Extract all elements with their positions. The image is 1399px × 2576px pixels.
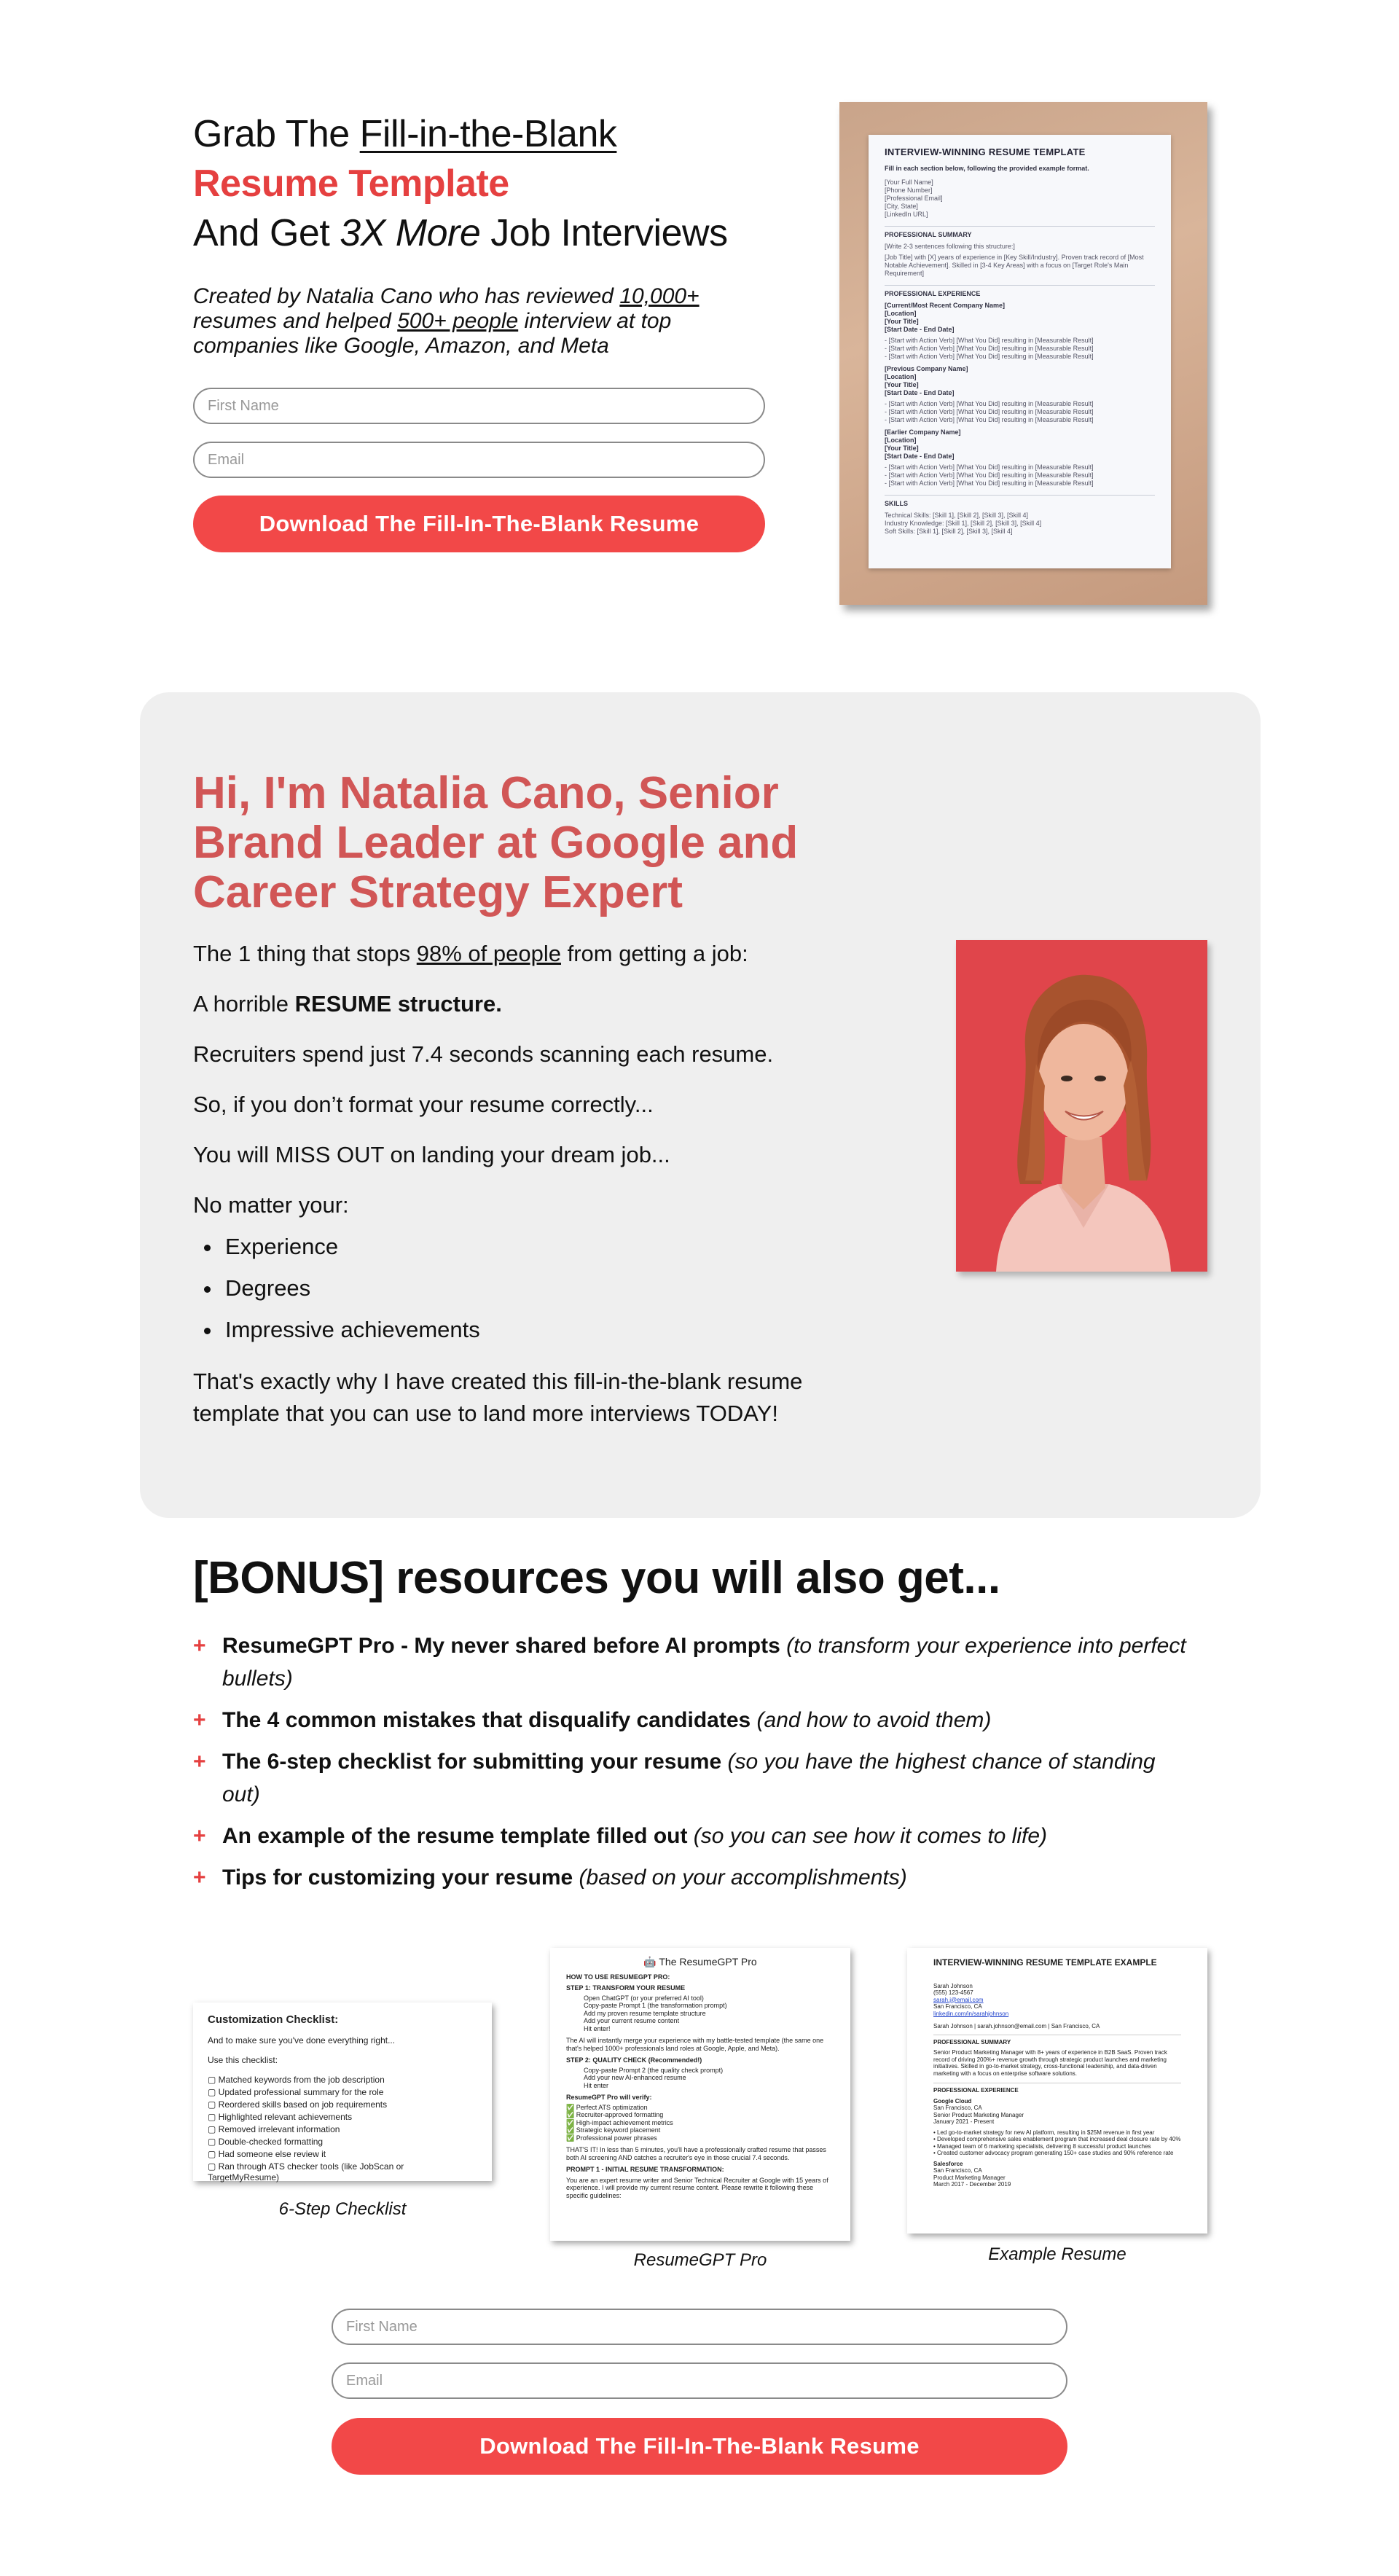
bonus-title: [BONUS] resources you will also get...	[193, 1553, 1000, 1603]
bonus-item-note: (so you can see how it comes to life)	[687, 1824, 1048, 1848]
about-body	[193, 940, 893, 1452]
doc-intro: Fill in each section below, following the provided example format.	[885, 165, 1089, 172]
example-contact-summary: Sarah Johnson | sarah.johnson@email.com | San Francisco, CA	[933, 2023, 1100, 2029]
about-closing-paragraph: That's exactly why I have created this fill-in-the-blank resume template that you can use to land more interviews TODAY!	[193, 1369, 803, 1426]
doc-section-heading: SKILLS	[885, 495, 1155, 508]
hero-title-link: Fill-in-the-Blank	[359, 113, 617, 155]
doc-summary-line: [Write 2-3 sentences following this structure:]	[885, 243, 1015, 250]
hero-subtitle	[193, 284, 769, 359]
checklist-use: Use this checklist:	[208, 2055, 278, 2065]
doc-job-dates: [Start Date - End Date]	[885, 389, 955, 396]
example-job-bullet: • Led go-to-market strategy for new AI platform, resulting in $25M revenue in first year	[933, 2129, 1155, 2136]
about-stat: 98% of people	[416, 941, 561, 966]
resumegpt-step-item: Add your current resume content	[584, 2017, 680, 2024]
doc-contact-line: [Your Full Name]	[885, 179, 933, 186]
checklist-item: ▢ Updated professional summary for the role	[208, 2087, 384, 2097]
bonus-item-title: The 4 common mistakes that disqualify candidates	[222, 1708, 751, 1732]
doc-job-title: [Your Title]	[885, 318, 919, 325]
plus-icon: +	[193, 1750, 206, 1774]
resumegpt-verify-item: ✅ Perfect ATS optimization	[566, 2103, 648, 2111]
resumegpt-body: You are an expert resume writer and Senior Technical Recruiter at Google with 15 years of experience. I will provide my current resume content. Please rewrite it following these specific guidelines:	[566, 2176, 828, 2199]
resumegpt-title: 🤖 The ResumeGPT Pro	[643, 1956, 757, 1968]
resumegpt-step-item: Copy-paste Prompt 2 (the quality check prompt)	[584, 2066, 724, 2074]
hero-sub-text: resumes and helped	[193, 309, 398, 333]
resumegpt-step-list	[566, 2067, 834, 2090]
resumegpt-step-list	[566, 1994, 834, 2033]
hero-title-pre: Grab The	[193, 113, 360, 155]
plus-icon: +	[193, 1824, 206, 1848]
resumegpt-step-item: Add your new AI-enhanced resume	[584, 2074, 686, 2081]
resume-template-paper	[869, 135, 1171, 568]
hero-title-red: Resume Template	[193, 163, 509, 205]
doc-job-location: [Location]	[885, 310, 917, 317]
resumegpt-step-item: Hit enter!	[584, 2024, 611, 2032]
about-title: Hi, I'm Natalia Cano, Senior Brand Leader at Google and Career Strategy Expert	[193, 768, 799, 917]
hero-title-and-get: And Get	[193, 212, 340, 254]
resumegpt-verify-item: ✅ Recruiter-approved formatting	[566, 2111, 664, 2118]
doc-contact-line: [Phone Number]	[885, 187, 933, 194]
bonus-item	[193, 1629, 1199, 1695]
about-text: from getting a job:	[560, 941, 748, 966]
example-contact-line: San Francisco, CA	[933, 2003, 982, 2010]
example-job-bullet: • Managed team of 6 marketing specialists, delivering 8 successful product launches	[933, 2142, 1151, 2150]
doc-bullet: - [Start with Action Verb] [What You Did] resulting in [Measurable Result]	[885, 479, 1094, 487]
example-job-location: San Francisco, CA	[933, 2105, 982, 2111]
doc-job-location: [Location]	[885, 373, 917, 380]
resumegpt-step-item: Hit enter	[584, 2081, 609, 2089]
hero-title-italic: 3X More	[340, 212, 481, 254]
example-job-company: Google Cloud	[933, 2097, 972, 2105]
doc-section-heading: PROFESSIONAL SUMMARY	[885, 226, 1155, 239]
doc-job-company: [Earlier Company Name]	[885, 428, 961, 436]
checklist-item: ▢ Ran through ATS checker tools (like JobScan or TargetMyResume)	[208, 2161, 404, 2182]
bonus-item-note: (so you have the highest chance of standing out)	[222, 1750, 1156, 1806]
resumegpt-caption: ResumeGPT Pro	[633, 2250, 767, 2270]
email-input[interactable]: Email	[193, 442, 765, 478]
doc-bullet: - [Start with Action Verb] [What You Did] resulting in [Measurable Result]	[885, 353, 1094, 360]
resumegpt-step-item: Add my proven resume template structure	[584, 2009, 706, 2017]
doc-contact-line: [City, State]	[885, 203, 918, 210]
about-emphasis: RESUME structure.	[294, 991, 502, 1017]
about-paragraph: No matter your:	[193, 1192, 349, 1218]
doc-job-company: [Current/Most Recent Company Name]	[885, 302, 1006, 309]
hero-signup-form	[193, 388, 769, 552]
doc-job-location: [Location]	[885, 436, 917, 444]
about-list-item: • Impressive achievements	[222, 1316, 893, 1344]
resumegpt-body: THAT'S IT! In less than 5 minutes, you'll have a professionally crafted resume that passes both AI screening AND catches a recruiter's eye in those crucial 7.4 seconds.	[566, 2146, 826, 2161]
bonus-item-title: Tips for customizing your resume	[222, 1866, 573, 1890]
hero-sub-text: Created by Natalia Cano who has reviewed	[193, 284, 620, 308]
about-paragraph: Recruiters spend just 7.4 seconds scanning each resume.	[193, 1041, 774, 1067]
example-job-bullet: • Created customer advocacy program generating 150+ case studies and 90% reference rate	[933, 2150, 1174, 2156]
doc-job-title: [Your Title]	[885, 445, 919, 452]
doc-bullet: - [Start with Action Verb] [What You Did] resulting in [Measurable Result]	[885, 463, 1094, 471]
resumegpt-verify-item: ✅ Strategic keyword placement	[566, 2126, 661, 2134]
first-name-input[interactable]: First Name	[193, 388, 765, 424]
doc-heading: INTERVIEW-WINNING RESUME TEMPLATE	[885, 146, 1086, 157]
about-text: A horrible	[193, 991, 295, 1017]
resumegpt-how: HOW TO USE RESUMEGPT PRO:	[566, 1973, 670, 1981]
checklist-caption: 6-Step Checklist	[278, 2199, 407, 2219]
checklist-item: ▢ Matched keywords from the job description	[208, 2075, 385, 2085]
doc-job-dates: [Start Date - End Date]	[885, 326, 955, 333]
doc-summary-line: [Job Title] with [X] years of experience in [Key Skill/Industry]. Proven track record of [Most Notable Achievement]. Skilled in [3-4 Key Areas] with a focus on [Target Role's Main Requirement]	[885, 254, 1144, 277]
plus-icon: +	[193, 1634, 206, 1658]
doc-job-company: [Previous Company Name]	[885, 365, 968, 372]
resumegpt-step: STEP 1: TRANSFORM YOUR RESUME	[566, 1984, 686, 1992]
bonus-item	[193, 1861, 1199, 1894]
doc-bullet: - [Start with Action Verb] [What You Did] resulting in [Measurable Result]	[885, 471, 1094, 479]
doc-skills-line: Industry Knowledge: [Skill 1], [Skill 2], [Skill 3], [Skill 4]	[885, 520, 1042, 527]
resumegpt-verify-item: ✅ Professional power phrases	[566, 2134, 657, 2142]
about-paragraph	[193, 990, 893, 1018]
email-input-bottom[interactable]: Email	[332, 2362, 1067, 2399]
doc-bullet: - [Start with Action Verb] [What You Did] resulting in [Measurable Result]	[885, 416, 1094, 423]
example-summary: Senior Product Marketing Manager with 8+ years of experience in B2B SaaS. Proven track record of driving 200%+ revenue growth through strategic product launches and marketing initiatives. Skilled in go-to-market strategy, cross-functional leadership, and data-driven marketing with a focus on enterprise software solutions.	[933, 2049, 1167, 2077]
example-contact-line: (555) 123-4567	[933, 1989, 973, 1996]
example-title: INTERVIEW-WINNING RESUME TEMPLATE EXAMPLE	[933, 1957, 1157, 1968]
bonus-item-note: (based on your accomplishments)	[573, 1866, 907, 1890]
bonus-item	[193, 1745, 1199, 1811]
example-job-company: Salesforce	[933, 2160, 963, 2167]
bottom-signup-form	[332, 2309, 1067, 2475]
checklist-item: ▢ Double-checked formatting	[208, 2137, 324, 2147]
doc-bullet: - [Start with Action Verb] [What You Did] resulting in [Measurable Result]	[885, 400, 1094, 407]
example-job-bullet: • Developed comprehensive sales enablement program that increased deal closure rate by 40%	[933, 2136, 1181, 2142]
example-contact-email: sarah.j@email.com	[933, 1996, 984, 2003]
doc-skills-line: Soft Skills: [Skill 1], [Skill 2], [Skill 3], [Skill 4]	[885, 528, 1013, 535]
hero-title	[193, 109, 769, 258]
example-contact-link: linkedin.com/in/sarahjohnson	[933, 2010, 1009, 2017]
hero-section	[193, 109, 769, 552]
checklist-item: ▢ Removed irrelevant information	[208, 2124, 340, 2134]
bonus-item	[193, 1820, 1199, 1852]
checklist-title: Customization Checklist:	[208, 2013, 339, 2026]
resumegpt-verify: ResumeGPT Pro will verify:	[566, 2094, 652, 2101]
doc-section-heading: PROFESSIONAL EXPERIENCE	[885, 285, 1155, 298]
about-text: The 1 thing that stops	[193, 941, 417, 966]
example-job-dates: January 2021 - Present	[933, 2118, 995, 2125]
resumegpt-prompt-heading: PROMPT 1 - INITIAL RESUME TRANSFORMATION:	[566, 2166, 724, 2173]
checklist-item: ▢ Had someone else review it	[208, 2149, 326, 2159]
bonus-item-title: An example of the resume template filled out	[222, 1824, 688, 1848]
hero-sub-stat-people: 500+ people	[397, 309, 519, 333]
doc-job-title: [Your Title]	[885, 381, 919, 388]
bonus-item-note: (and how to avoid them)	[751, 1708, 992, 1732]
hero-title-post: Job Interviews	[480, 212, 728, 254]
about-list-item: • Experience	[222, 1233, 893, 1261]
about-paragraph: So, if you don’t format your resume correctly...	[193, 1092, 654, 1117]
bonus-item-title: The 6-step checklist for submitting your resume	[222, 1750, 722, 1774]
example-job-title: Senior Product Marketing Manager	[933, 2111, 1024, 2118]
example-job-title: Product Marketing Manager	[933, 2174, 1006, 2181]
checklist-item: ▢ Highlighted relevant achievements	[208, 2112, 353, 2122]
about-section	[140, 692, 1261, 1518]
resume-template-preview-image	[839, 102, 1207, 605]
resumegpt-step-item: Copy-paste Prompt 1 (the transformation prompt)	[584, 2002, 727, 2009]
doc-job-dates: [Start Date - End Date]	[885, 453, 955, 460]
checklist-intro: And to make sure you've done everything right...	[208, 2035, 396, 2045]
plus-icon: +	[193, 1866, 206, 1890]
bonus-list	[193, 1629, 1199, 1903]
plus-icon: +	[193, 1708, 206, 1732]
first-name-input-bottom[interactable]: First Name	[332, 2309, 1067, 2345]
author-photo-illustration	[956, 940, 1207, 1272]
resumegpt-step: STEP 2: QUALITY CHECK (Recommended!)	[566, 2056, 702, 2064]
resumegpt-verify-item: ✅ High-impact achievement metrics	[566, 2118, 673, 2126]
resumegpt-body: The AI will instantly merge your experience with my battle-tested template (the same one that's helped 1000+ professionals land roles at Google, Apple, and Meta).	[566, 2037, 824, 2052]
example-section-heading: PROFESSIONAL EXPERIENCE	[933, 2083, 1181, 2094]
hero-sub-text: interview at top companies like Google, Amazon, and Meta	[193, 309, 672, 358]
doc-bullet: - [Start with Action Verb] [What You Did] resulting in [Measurable Result]	[885, 337, 1094, 344]
doc-skills-line: Technical Skills: [Skill 1], [Skill 2], [Skill 3], [Skill 4]	[885, 512, 1029, 519]
example-job-dates: March 2017 - December 2019	[933, 2181, 1011, 2188]
example-contact-line: Sarah Johnson	[933, 1982, 973, 1989]
about-list	[222, 1233, 893, 1344]
checklist-thumbnail	[193, 2003, 492, 2181]
doc-bullet: - [Start with Action Verb] [What You Did] resulting in [Measurable Result]	[885, 345, 1094, 352]
doc-bullet: - [Start with Action Verb] [What You Did] resulting in [Measurable Result]	[885, 408, 1094, 415]
resumegpt-step-item: Open ChatGPT (or your preferred AI tool)	[584, 1994, 704, 2002]
bonus-item-note: (to transform your experience into perfect bullets)	[222, 1634, 1186, 1691]
example-section-heading: PROFESSIONAL SUMMARY	[933, 2035, 1181, 2046]
example-resume-thumbnail	[907, 1948, 1207, 2234]
bonus-item	[193, 1704, 1199, 1737]
example-job-location: San Francisco, CA	[933, 2167, 982, 2174]
bonus-item-title: ResumeGPT Pro - My never shared before AI prompts	[222, 1634, 780, 1658]
author-photo	[956, 940, 1207, 1272]
download-resume-button-bottom[interactable]: Download The Fill-In-The-Blank Resume	[332, 2418, 1067, 2475]
checklist-item: ▢ Reordered skills based on job requirements	[208, 2099, 388, 2110]
download-resume-button[interactable]: Download The Fill-In-The-Blank Resume	[193, 496, 765, 552]
about-paragraph	[193, 940, 893, 968]
example-resume-caption: Example Resume	[988, 2244, 1126, 2264]
about-paragraph: You will MISS OUT on landing your dream job...	[193, 1142, 670, 1167]
resumegpt-thumbnail	[550, 1948, 850, 2241]
doc-contact-line: [LinkedIn URL]	[885, 211, 928, 218]
about-list-item: • Degrees	[222, 1275, 893, 1302]
hero-sub-stat-reviews: 10,000+	[619, 284, 700, 308]
doc-contact-line: [Professional Email]	[885, 195, 943, 202]
